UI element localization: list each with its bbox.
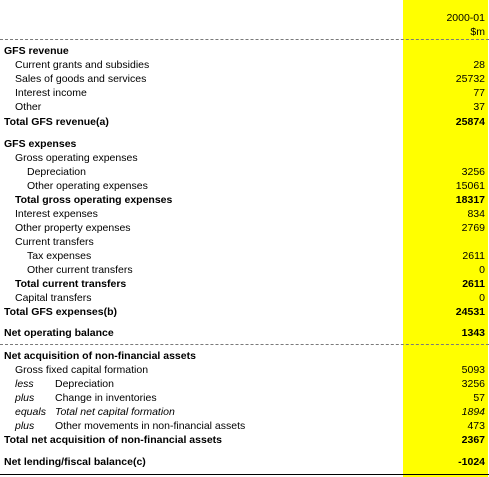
table-row [0, 405, 489, 419]
total-row [0, 455, 489, 469]
row-label: Capital transfers [15, 292, 92, 304]
table-row [0, 207, 489, 221]
row-value: 5093 [461, 364, 485, 376]
row-operator: equals [15, 406, 46, 418]
row-label: Total current transfers [15, 278, 127, 290]
row-label: Total gross operating expenses [15, 194, 173, 206]
row-label: Current grants and subsidies [15, 59, 150, 71]
row-label: Sales of goods and services [15, 73, 147, 85]
row-value: 0 [479, 292, 485, 304]
row-label: Total net capital formation [55, 406, 175, 418]
row-value: -1024 [458, 456, 485, 468]
row-label: Other property expenses [15, 222, 131, 234]
total-row [0, 326, 489, 340]
row-label: Change in inventories [55, 392, 157, 404]
row-value: 57 [473, 392, 485, 404]
row-value: 834 [467, 208, 485, 220]
row-operator: plus [15, 392, 35, 404]
row-label: Other current transfers [27, 264, 133, 276]
row-label: Interest income [15, 87, 87, 99]
table-row [0, 165, 489, 179]
row-label: Other [15, 101, 42, 113]
row-label: Gross fixed capital formation [15, 364, 149, 376]
row-value: 1343 [461, 327, 485, 339]
row-value: 28 [473, 59, 485, 71]
section-title-expenses [0, 137, 489, 151]
row-value: 1894 [461, 406, 485, 418]
table-row [0, 58, 489, 72]
table-row [0, 86, 489, 100]
row-label: Net operating balance [4, 327, 114, 339]
row-operator: less [15, 378, 34, 390]
total-row [0, 433, 489, 447]
subheading-row [0, 235, 489, 249]
subheading-row [0, 151, 489, 165]
table-row [0, 377, 489, 391]
row-value: 25732 [455, 73, 485, 85]
column-header-period: 2000-01 [446, 12, 485, 24]
row-value: 25874 [455, 116, 485, 128]
row-value: 3256 [461, 378, 485, 390]
column-header-unit: $m [470, 26, 485, 38]
row-label: GFS expenses [4, 138, 77, 150]
row-label: Current transfers [15, 236, 94, 248]
row-label: Interest expenses [15, 208, 98, 220]
row-label: Net acquisition of non-financial assets [4, 350, 196, 362]
row-label: Depreciation [27, 166, 86, 178]
row-value: 3256 [461, 166, 485, 178]
row-operator: plus [15, 420, 35, 432]
table-row [0, 391, 489, 405]
header-divider [0, 39, 489, 40]
total-row [0, 305, 489, 319]
row-value: 2769 [461, 222, 485, 234]
row-value: 15061 [455, 180, 485, 192]
section-title-revenue [0, 44, 489, 58]
subtotal-row [0, 277, 489, 291]
table-row [0, 419, 489, 433]
table-row [0, 291, 489, 305]
row-value: 2367 [461, 434, 485, 446]
row-value: 2611 [462, 278, 485, 290]
table-row [0, 249, 489, 263]
row-label: GFS revenue [4, 45, 69, 57]
total-row [0, 115, 489, 129]
table-row [0, 179, 489, 193]
row-value: 2611 [462, 250, 485, 262]
row-value: 37 [473, 101, 485, 113]
row-label: Net lending/fiscal balance(c) [4, 456, 146, 468]
row-label: Total net acquisition of non-financial assets [4, 434, 222, 446]
table-row [0, 221, 489, 235]
subtotal-row [0, 193, 489, 207]
row-value: 473 [467, 420, 485, 432]
row-value: 24531 [455, 306, 485, 318]
row-label: Other movements in non-financial assets [55, 420, 246, 432]
row-label: Depreciation [55, 378, 114, 390]
row-value: 77 [473, 87, 485, 99]
section-title-nonfinancial [0, 349, 489, 363]
table-row [0, 100, 489, 114]
table-row [0, 363, 489, 377]
table-row [0, 263, 489, 277]
table-bottom-border [0, 474, 489, 475]
row-value: 0 [479, 264, 485, 276]
row-value: 18317 [455, 194, 485, 206]
row-label: Gross operating expenses [15, 152, 138, 164]
row-label: Tax expenses [27, 250, 92, 262]
row-label: Other operating expenses [27, 180, 148, 192]
section-divider [0, 344, 489, 345]
row-label: Total GFS revenue(a) [4, 116, 109, 128]
table-row [0, 72, 489, 86]
row-label: Total GFS expenses(b) [4, 306, 117, 318]
